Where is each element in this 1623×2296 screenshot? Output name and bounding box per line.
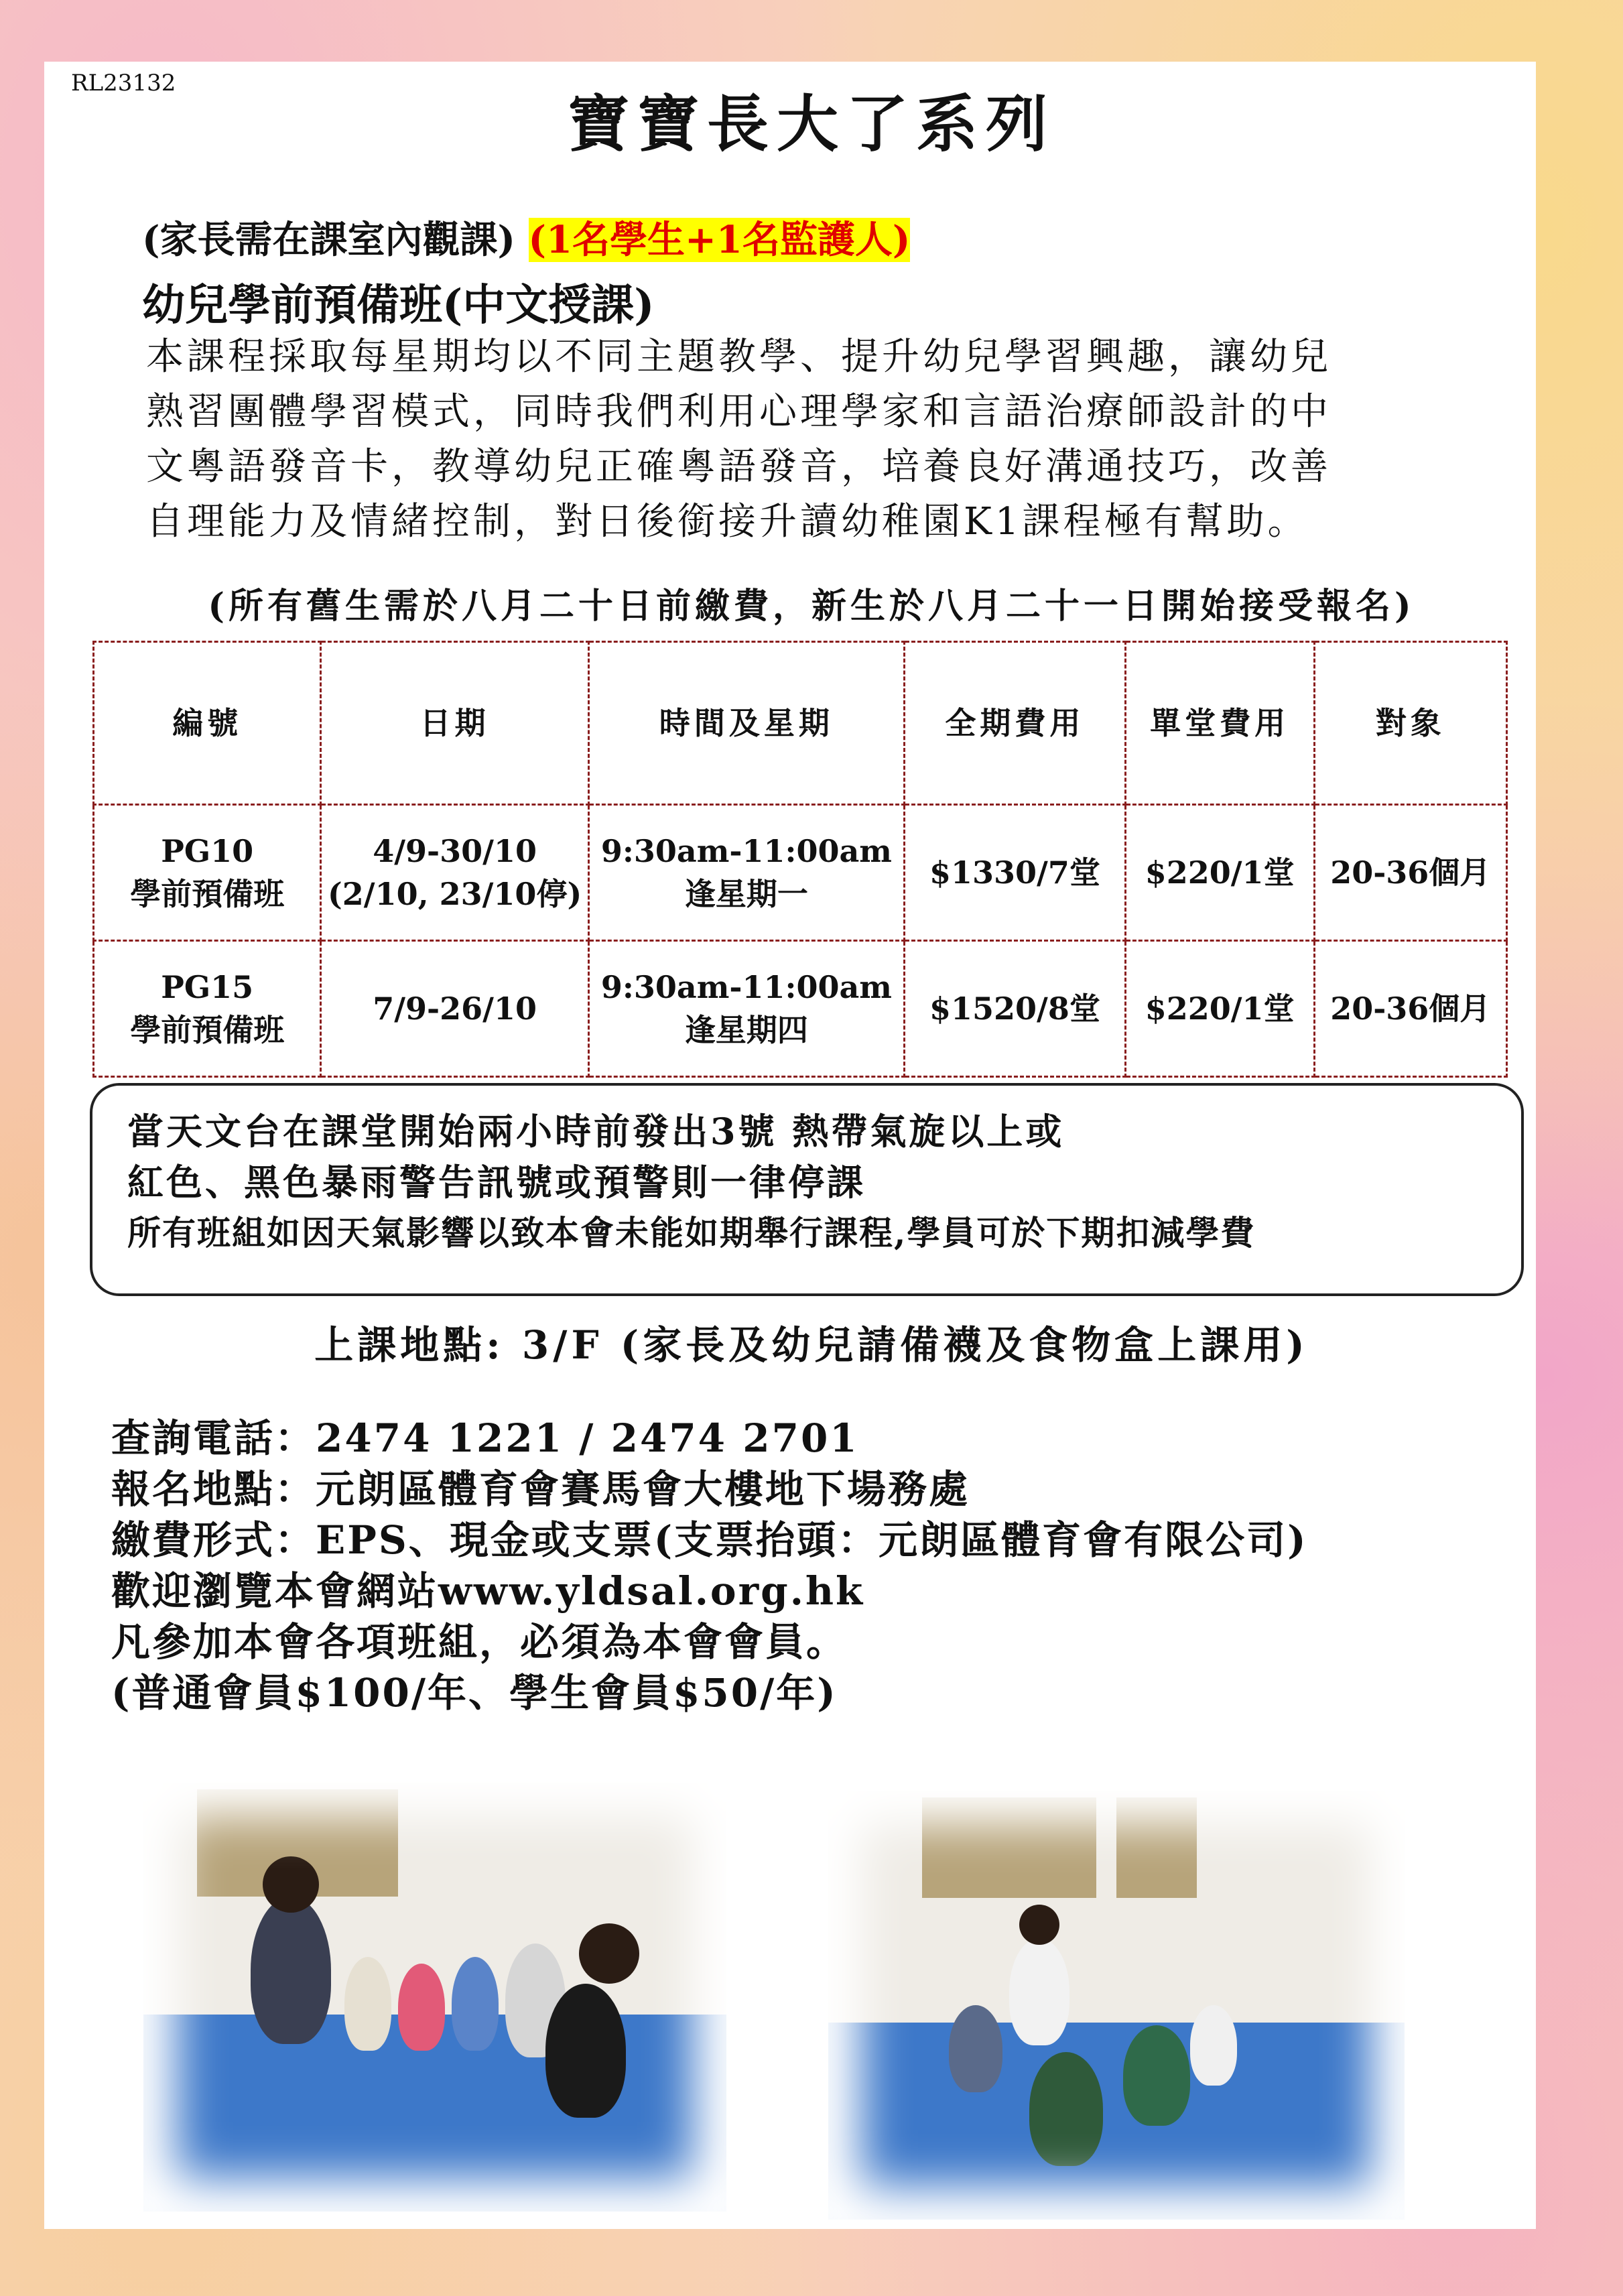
header-code: 編號 — [94, 642, 321, 805]
notice-line: 紅色、黑色暴雨警告訊號或預警則一律停課 — [127, 1161, 866, 1204]
cell-code — [94, 941, 321, 1077]
description-line: 本課程採取每星期均以不同主題教學、提升幼兒學習興趣，讓幼兒 — [146, 335, 1332, 379]
class-weekday: 逢星期一 — [684, 876, 808, 912]
class-schedule-table — [92, 641, 1508, 1078]
cell-total-fee: $1520/8堂 — [905, 941, 1126, 1077]
cell-code — [94, 805, 321, 941]
table-header-row — [94, 642, 1507, 805]
class-weekday: 逢星期四 — [684, 1012, 808, 1048]
class-time: 9:30am-11:00am — [600, 969, 892, 1005]
parent-note-highlight: (1名學生+1名監護人) — [528, 218, 911, 262]
parent-note: (家長需在課室內觀課) — [142, 218, 515, 262]
class-date-note: (2/10, 23/10停) — [328, 876, 582, 912]
header-time: 時間及星期 — [588, 642, 904, 805]
cell-target: 20-36個月 — [1314, 941, 1507, 1077]
header-total-fee: 全期費用 — [905, 642, 1126, 805]
contact-info — [111, 1413, 1308, 1718]
class-time: 9:30am-11:00am — [600, 833, 892, 869]
info-payment: 繳費形式：EPS、現金或支票(支票抬頭：元朗區體育會有限公司) — [111, 1517, 1308, 1563]
description-line: 自理能力及情緒控制，對日後銜接升讀幼稚園K1課程極有幫助。 — [146, 500, 1309, 544]
header-target: 對象 — [1314, 642, 1507, 805]
cell-target: 20-36個月 — [1314, 805, 1507, 941]
class-date: 7/9-26/10 — [373, 991, 537, 1027]
cell-time — [588, 941, 904, 1077]
notice-line: 當天文台在課堂開始兩小時前發出3號 熱帶氣旋以上或 — [127, 1110, 1065, 1153]
cell-date — [321, 941, 588, 1077]
venue-line: 上課地點: 3/F (家長及幼兒請備襪及食物盒上課用) — [314, 1322, 1309, 1368]
table-row — [94, 805, 1507, 941]
class-code: PG10 — [161, 833, 254, 869]
class-type: 學前預備班 — [130, 876, 285, 912]
notice-line: 所有班組如因天氣影響以致本會未能如期舉行課程,學員可於下期扣減學費 — [127, 1213, 1256, 1253]
info-registration-location: 報名地點：元朗區體育會賽馬會大樓地下場務處 — [111, 1466, 970, 1512]
class-date: 4/9-30/10 — [373, 833, 537, 869]
info-website: 歡迎瀏覽本會網站www.yldsal.org.hk — [111, 1568, 865, 1614]
parent-note-line — [142, 210, 910, 264]
class-photo-left — [143, 1783, 726, 2212]
course-description — [146, 330, 1473, 550]
fee-deadline-note: (所有舊生需於八月二十日前繳費，新生於八月二十一日開始接受報名) — [208, 586, 1415, 627]
class-photo-right — [828, 1791, 1405, 2220]
cell-date — [321, 805, 588, 941]
description-line: 文粵語發音卡，教導幼兒正確粵語發音，培養良好溝通技巧，改善 — [146, 445, 1332, 489]
page-title: 寶寶長大了系列 — [567, 88, 1055, 160]
cell-single-fee: $220/1堂 — [1125, 941, 1314, 1077]
weather-notice-box — [90, 1083, 1524, 1296]
cell-single-fee: $220/1堂 — [1125, 805, 1314, 941]
header-single-fee: 單堂費用 — [1125, 642, 1314, 805]
cell-time — [588, 805, 904, 941]
cell-total-fee: $1330/7堂 — [905, 805, 1126, 941]
table-row — [94, 941, 1507, 1077]
class-code: PG15 — [161, 969, 254, 1005]
info-phone: 查詢電話：2474 1221 / 2474 2701 — [111, 1415, 859, 1461]
info-membership-fee: (普通會員$100/年、學生會員$50/年) — [111, 1670, 838, 1716]
info-membership: 凡參加本會各項班組，必須為本會會員。 — [111, 1619, 848, 1665]
description-line: 熟習團體學習模式，同時我們利用心理學家和言語治療師設計的中 — [146, 390, 1332, 434]
document-code: RL23132 — [71, 70, 176, 97]
class-type: 學前預備班 — [130, 1012, 285, 1048]
course-name: 幼兒學前預備班(中文授課) — [142, 280, 655, 330]
header-date: 日期 — [321, 642, 588, 805]
